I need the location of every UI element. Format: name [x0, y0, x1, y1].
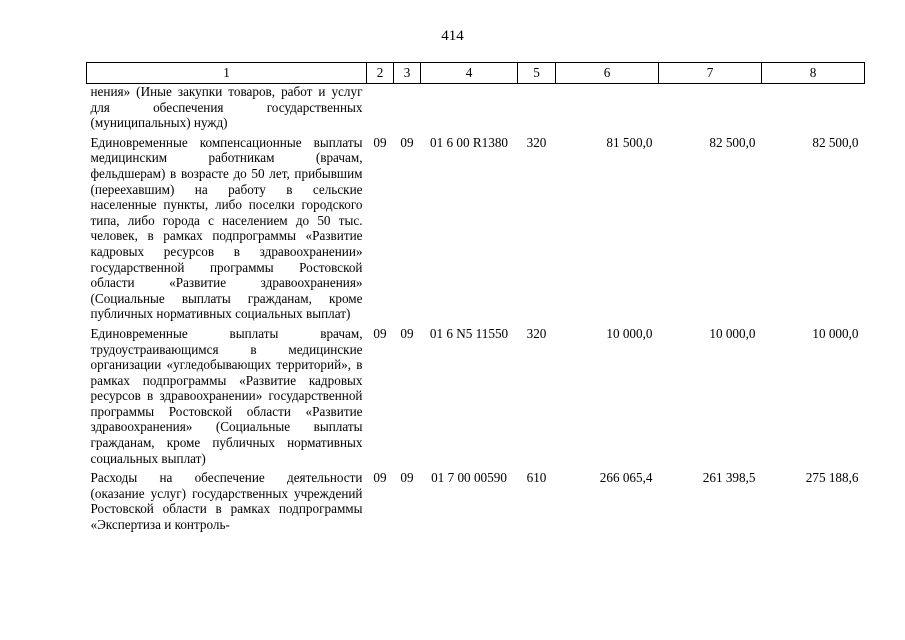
row-amount-year3: 10 000,0 — [812, 325, 859, 341]
column-header: 6 — [556, 63, 659, 84]
row-target-code: 01 7 00 00590 — [431, 470, 507, 486]
row-amount-year1: 81 500,0 — [606, 134, 653, 150]
table-row — [87, 470, 865, 536]
table-row — [87, 135, 865, 326]
row-amount-year2: 261 398,5 — [702, 470, 756, 486]
page-number: 414 — [441, 28, 464, 44]
row-section — [367, 84, 394, 135]
row-amount-year2: 10 000,0 — [709, 325, 756, 341]
row-subsection: 09 — [400, 134, 414, 150]
row-subsection: 09 — [400, 325, 414, 341]
row-section: 09 — [373, 134, 387, 150]
row-amount-year2: 82 500,0 — [709, 134, 756, 150]
row-expense-type — [518, 84, 556, 135]
row-expense-type: 610 — [526, 470, 547, 486]
budget-table — [86, 62, 865, 537]
row-amount-year3: 275 188,6 — [805, 470, 859, 486]
row-target-code: 01 6 N5 11550 — [429, 325, 509, 341]
column-header: 1 — [87, 63, 367, 84]
row-description: нения» (Иные закупки товаров, работ и услуг для обеспечения государственных (муниципальных) нужд) — [90, 84, 363, 131]
column-header: 5 — [518, 63, 556, 84]
row-amount-year2 — [659, 84, 762, 135]
row-description: Расходы на обеспечение деятельности (оказание услуг) государственных учреждений Ростовской области в рамках подпрограммы «Экспертиза и контроль- — [90, 470, 363, 533]
row-amount-year1: 266 065,4 — [599, 470, 653, 486]
row-description: Единовременные компенсационные выплаты медицинским работникам (врачам, фельдшерам) в возрасте до 50 лет, прибывшим (переехавшим) на работу в сельские населенные пункты, либо поселки городского типа, либо города с населением до 50 тыс. человек, в рамках подпрограммы «Развитие кадровых ресурсов в здравоохранении» государственной программы Ростовской области «Развитие здравоохранения» (Социальные выплаты гражданам, кроме публичных нормативных социальных выплат) — [90, 134, 363, 322]
row-amount-year3 — [762, 84, 865, 135]
row-subsection — [394, 84, 421, 135]
table-header-row — [87, 63, 865, 84]
row-section: 09 — [373, 325, 387, 341]
column-header: 8 — [762, 63, 865, 84]
row-target-code: 01 6 00 R1380 — [429, 134, 509, 150]
row-expense-type: 320 — [526, 134, 547, 150]
row-amount-year3: 82 500,0 — [812, 134, 859, 150]
row-section: 09 — [373, 470, 387, 486]
row-subsection: 09 — [400, 470, 414, 486]
table-row — [87, 84, 865, 135]
row-amount-year1 — [556, 84, 659, 135]
table-row — [87, 326, 865, 470]
row-expense-type: 320 — [526, 325, 547, 341]
row-target-code — [421, 84, 518, 135]
row-description: Единовременные выплаты врачам, трудоустраивающимся в медицинские организации «угледобывающих территорий», в рамках подпрограммы «Развитие кадровых ресурсов в здравоохранении» государственной программы Ростовской области «Развитие здравоохранения» (Социальные выплаты гражданам, кроме публичных нормативных социальных выплат) — [90, 325, 363, 466]
column-header: 2 — [367, 63, 394, 84]
row-amount-year1: 10 000,0 — [606, 325, 653, 341]
column-header: 3 — [394, 63, 421, 84]
column-header: 4 — [421, 63, 518, 84]
column-header: 7 — [659, 63, 762, 84]
